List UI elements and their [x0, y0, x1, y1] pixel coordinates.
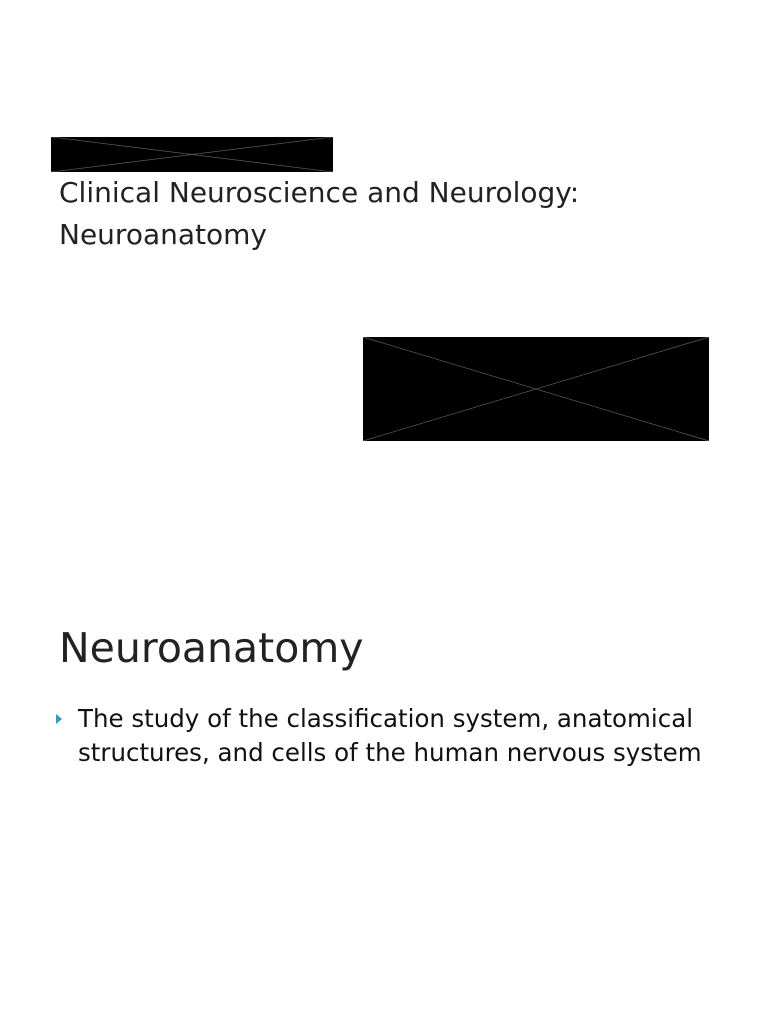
slide-title: Neuroanatomy	[59, 624, 364, 672]
slide-title: Clinical Neuroscience and Neurology: Neuroanatomy	[59, 176, 580, 251]
bullet-item	[56, 702, 746, 770]
triangle-bullet-icon	[56, 714, 62, 724]
image-placeholder-middle	[363, 337, 709, 441]
broken-image-icon	[51, 137, 333, 172]
bullet-text: The study of the classification system, anatomical structures, and cells of the human nervous system	[78, 704, 702, 767]
image-placeholder-top	[51, 137, 333, 172]
slide-2	[0, 512, 768, 1024]
broken-image-icon	[363, 337, 709, 441]
bullet-list	[56, 702, 746, 770]
